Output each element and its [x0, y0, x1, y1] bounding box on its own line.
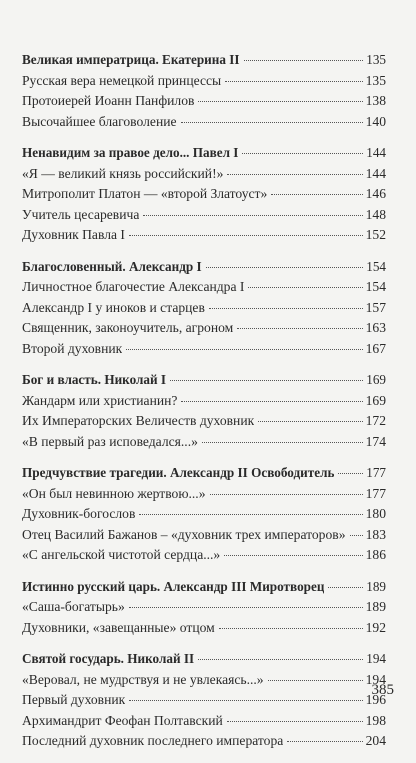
chapter-entry — [22, 690, 386, 711]
entry-title: «Я — великий князь российский!» — [22, 165, 224, 181]
dot-leader — [287, 741, 362, 742]
entry-page: 183 — [365, 526, 386, 542]
chapter-entry — [22, 339, 386, 360]
entry-page: 169 — [366, 372, 386, 387]
chapter-heading — [22, 370, 386, 391]
chapter-entry — [22, 277, 386, 298]
chapter-heading — [22, 143, 386, 164]
entry-title: Предчувствие трагедии. Александр II Освободитель — [22, 465, 335, 480]
chapter-entry — [22, 411, 386, 432]
chapter-entry — [22, 71, 386, 92]
entry-page: 135 — [366, 52, 386, 67]
dot-leader — [244, 60, 363, 61]
table-of-contents — [22, 50, 386, 763]
dot-leader — [202, 442, 363, 443]
entry-page: 157 — [365, 299, 386, 315]
entry-title: Архимандрит Феофан Полтавский — [22, 712, 223, 728]
chapter-entry — [22, 205, 386, 226]
dot-leader — [227, 721, 363, 722]
entry-title: Духовник-богослов — [22, 506, 136, 521]
chapter-entry — [22, 164, 386, 185]
toc-section — [22, 577, 386, 639]
page-number: 385 — [371, 682, 394, 698]
dot-leader — [139, 514, 362, 515]
chapter-entry — [22, 184, 386, 205]
dot-leader — [271, 194, 362, 195]
entry-page: 194 — [365, 671, 386, 687]
dot-leader — [143, 215, 362, 216]
toc-section — [22, 257, 386, 360]
chapter-entry — [22, 432, 386, 453]
entry-title: Духовники, «завещанные» отцом — [22, 619, 215, 635]
entry-title: Митрополит Платон — «второй Златоуст» — [22, 186, 268, 201]
chapter-entry — [22, 112, 386, 133]
entry-title: «Веровал, не мудрствуя и не увлекаясь...» — [22, 671, 264, 687]
dot-leader — [181, 122, 363, 123]
entry-title: «С ангельской чистотой сердца...» — [22, 547, 221, 562]
dot-leader — [225, 81, 362, 82]
chapter-entry — [22, 504, 386, 525]
dot-leader — [328, 587, 363, 588]
entry-page: 154 — [365, 279, 386, 294]
dot-leader — [338, 473, 363, 474]
entry-title: Духовник Павла I — [22, 227, 125, 242]
chapter-entry — [22, 91, 386, 112]
toc-section — [22, 143, 386, 246]
dot-leader — [198, 659, 363, 660]
chapter-heading — [22, 577, 386, 598]
entry-page: 192 — [365, 619, 386, 635]
entry-title: Священник, законоучитель, агроном — [22, 320, 234, 335]
entry-title: Первый духовник — [22, 692, 126, 707]
chapter-heading — [22, 257, 386, 278]
entry-page: 177 — [365, 485, 386, 501]
entry-page: 146 — [365, 186, 386, 201]
entry-title: Александр I у иноков и старцев — [22, 299, 205, 315]
toc-section — [22, 370, 386, 452]
dot-leader — [224, 555, 362, 556]
entry-title: Святой государь. Николай II — [22, 651, 195, 666]
dot-leader — [219, 628, 363, 629]
entry-page: 144 — [365, 165, 386, 181]
entry-title: Бог и власть. Николай I — [22, 372, 167, 387]
entry-title: Ненавидим за правое дело... Павел I — [22, 145, 239, 160]
entry-page: 204 — [365, 733, 386, 748]
entry-page: 148 — [365, 206, 386, 222]
entry-title: Второй духовник — [22, 340, 123, 356]
toc-section — [22, 50, 386, 132]
entry-page: 144 — [366, 145, 386, 160]
entry-page: 167 — [365, 340, 386, 356]
chapter-entry — [22, 318, 386, 339]
entry-page: 194 — [366, 651, 386, 666]
chapter-entry — [22, 391, 386, 412]
entry-title: Учитель цесаревича — [22, 206, 140, 222]
dot-leader — [258, 421, 362, 422]
entry-title: Высочайшее благоволение — [22, 113, 177, 129]
chapter-entry — [22, 618, 386, 639]
chapter-entry — [22, 545, 386, 566]
entry-title: Их Императорских Величеств духовник — [22, 413, 255, 428]
chapter-entry — [22, 670, 386, 691]
entry-page: 169 — [365, 392, 386, 408]
chapter-entry — [22, 597, 386, 618]
dot-leader — [248, 287, 362, 288]
entry-page: 174 — [365, 433, 386, 449]
toc-section — [22, 463, 386, 566]
dot-leader — [206, 267, 363, 268]
dot-leader — [210, 494, 363, 495]
dot-leader — [129, 700, 362, 701]
entry-page: 138 — [365, 93, 386, 108]
entry-title: «Он был невинною жертвою...» — [22, 485, 206, 501]
entry-page: 172 — [365, 413, 386, 428]
entry-page: 189 — [366, 578, 386, 594]
dot-leader — [129, 235, 363, 236]
chapter-entry — [22, 711, 386, 732]
entry-title: «Саша-богатырь» — [22, 599, 125, 614]
dot-leader — [129, 607, 363, 608]
entry-title: Истинно русский царь. Александр III Миротворец — [22, 578, 325, 594]
entry-title: Русская вера немецкой принцессы — [22, 72, 222, 88]
entry-page: 135 — [365, 72, 386, 88]
entry-title: Личностное благочестие Александра I — [22, 279, 245, 294]
dot-leader — [237, 328, 362, 329]
entry-title: Последний духовник последнего императора — [22, 733, 284, 748]
chapter-heading — [22, 50, 386, 71]
entry-page: 154 — [366, 258, 386, 274]
entry-page: 152 — [365, 227, 386, 242]
chapter-entry — [22, 298, 386, 319]
dot-leader — [242, 153, 363, 154]
entry-page: 189 — [365, 599, 386, 614]
chapter-entry — [22, 525, 386, 546]
entry-page: 180 — [365, 506, 386, 521]
dot-leader — [198, 101, 362, 102]
entry-page: 140 — [365, 113, 386, 129]
entry-page: 198 — [365, 712, 386, 728]
entry-page: 186 — [365, 547, 386, 562]
chapter-entry — [22, 225, 386, 246]
dot-leader — [126, 349, 362, 350]
entry-page: 163 — [365, 320, 386, 335]
entry-title: Великая императрица. Екатерина II — [22, 52, 240, 67]
dot-leader — [227, 174, 362, 175]
chapter-entry — [22, 731, 386, 752]
chapter-heading — [22, 463, 386, 484]
dot-leader — [170, 380, 363, 381]
dot-leader — [209, 308, 363, 309]
entry-page: 177 — [366, 465, 386, 480]
dot-leader — [350, 535, 363, 536]
entry-title: Отец Василий Бажанов – «духовник трех императоров» — [22, 526, 346, 542]
entry-title: Жандарм или христианин? — [22, 392, 178, 408]
entry-page: 196 — [365, 692, 386, 707]
dot-leader — [268, 680, 363, 681]
chapter-heading — [22, 649, 386, 670]
entry-title: Протоиерей Иоанн Панфилов — [22, 93, 195, 108]
chapter-entry — [22, 484, 386, 505]
entry-title: «В первый раз исповедался...» — [22, 433, 198, 449]
entry-title: Благословенный. Александр I — [22, 258, 202, 274]
dot-leader — [181, 401, 362, 402]
toc-section — [22, 649, 386, 752]
